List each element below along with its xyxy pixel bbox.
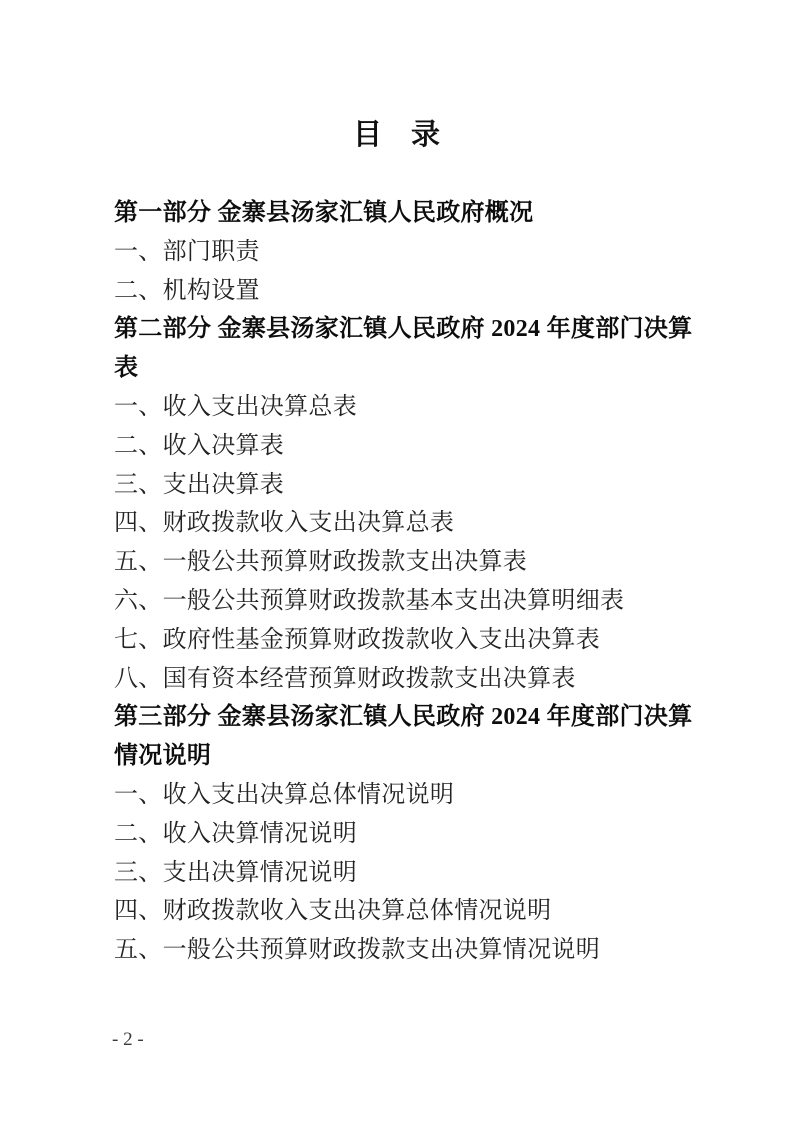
toc-section-1-heading-line-1: 第一部分 金寨县汤家汇镇人民政府概况 [114, 200, 534, 226]
table-of-contents [114, 194, 699, 970]
toc-item: 五、一般公共预算财政拨款支出决算情况说明 [114, 937, 600, 964]
toc-item: 四、财政拨款收入支出决算总表 [114, 510, 455, 537]
toc-item: 六、一般公共预算财政拨款基本支出决算明细表 [114, 587, 625, 614]
toc-section-2-heading-line-1: 第二部分 金寨县汤家汇镇人民政府 2024 年度部门决算 [114, 316, 693, 343]
toc-item: 一、收入支出决算总表 [114, 393, 357, 420]
toc-item: 七、政府性基金预算财政拨款收入支出决算表 [114, 626, 600, 653]
toc-item: 三、支出决算情况说明 [114, 859, 357, 886]
page-title: 目 录 [352, 119, 440, 151]
toc-section-3-heading-line-2: 情况说明 [114, 743, 212, 770]
toc-item: 四、财政拨款收入支出决算总体情况说明 [114, 898, 552, 925]
toc-item: 一、收入支出决算总体情况说明 [114, 781, 455, 808]
toc-item: 三、支出决算表 [114, 471, 285, 498]
toc-item: 二、收入决算表 [114, 432, 285, 459]
toc-item: 八、国有资本经营预算财政拨款支出决算表 [114, 665, 576, 692]
page-number: - 2 - [112, 1029, 144, 1050]
toc-item: 二、机构设置 [114, 277, 260, 304]
toc-item: 二、收入决算情况说明 [114, 820, 357, 847]
toc-item: 一、部门职责 [114, 238, 260, 265]
toc-section-3-heading-line-1: 第三部分 金寨县汤家汇镇人民政府 2024 年度部门决算 [114, 704, 693, 731]
toc-item: 五、一般公共预算财政拨款支出决算表 [114, 549, 528, 576]
toc-section-2-heading-line-2: 表 [114, 355, 139, 382]
